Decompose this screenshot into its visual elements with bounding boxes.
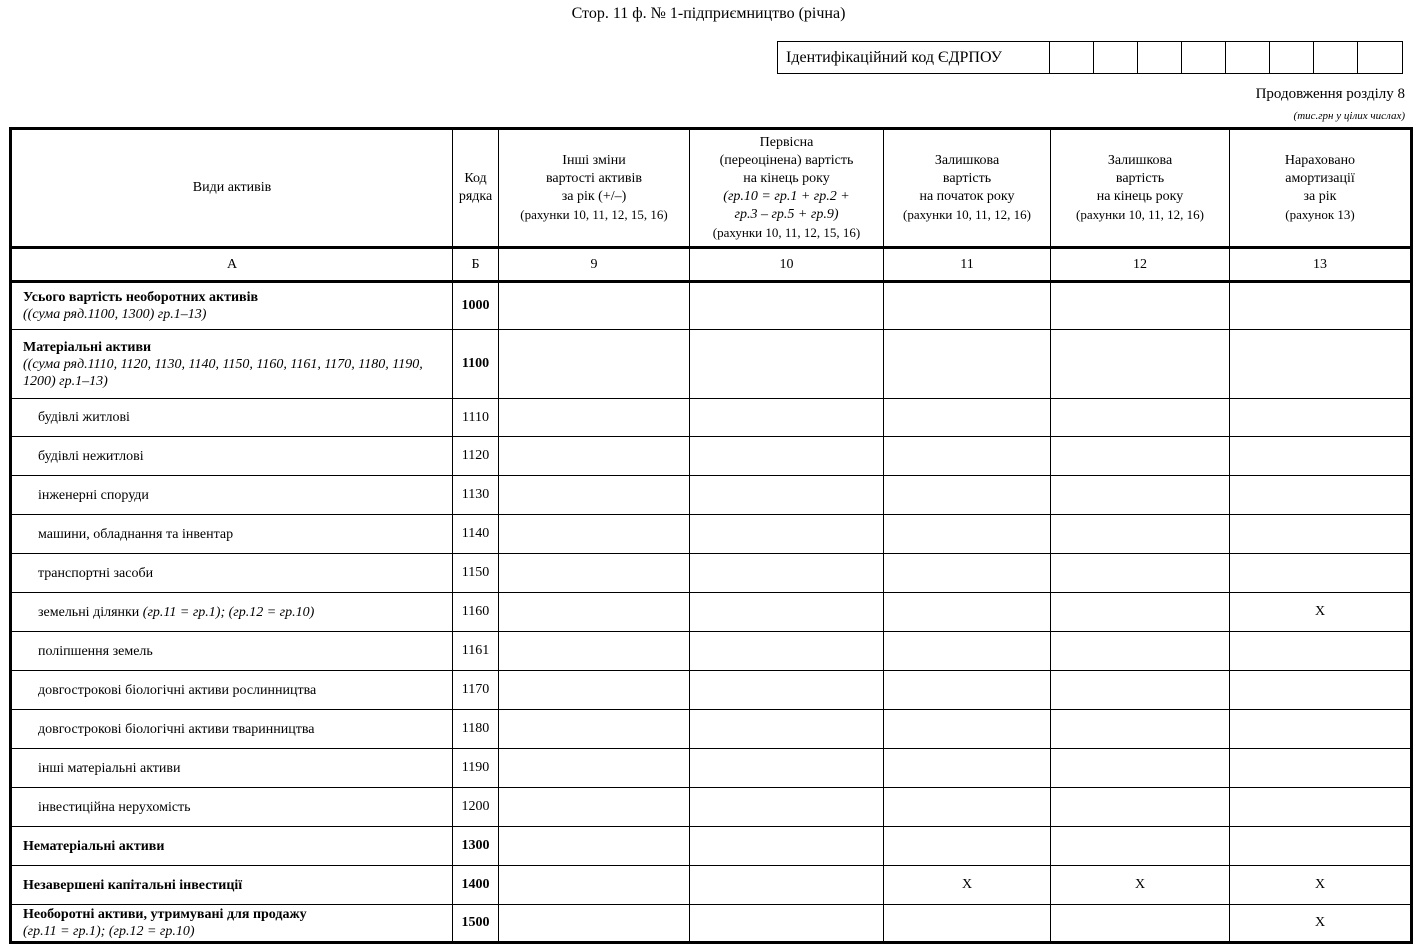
value-input-cell[interactable]: [884, 788, 1051, 827]
value-input-cell[interactable]: [1051, 593, 1230, 632]
units-note: (тис.грн у цілих числах): [1293, 110, 1405, 122]
asset-name: Матеріальні активи: [23, 339, 152, 355]
column-header-12: [1051, 129, 1230, 248]
row-code: 1500: [453, 905, 499, 943]
column-title-line: вартості активів: [545, 170, 642, 186]
asset-name: транспортні засоби: [38, 565, 154, 581]
column-letter: 11: [884, 248, 1051, 282]
asset-formula-note: (гр.11 = гр.1); (гр.12 = гр.10): [142, 604, 315, 620]
table-row: [11, 593, 1412, 632]
column-header-13: [1230, 129, 1412, 248]
asset-name-cell: [11, 476, 453, 515]
row-code: 1100: [453, 330, 499, 399]
not-applicable-cell: X: [884, 866, 1051, 905]
column-title-line: Залишкова: [934, 152, 1000, 168]
asset-name-cell: [11, 515, 453, 554]
value-input-cell[interactable]: [884, 593, 1051, 632]
column-title-line: Первісна: [759, 134, 814, 150]
value-input-cell[interactable]: [1051, 671, 1230, 710]
value-input-cell[interactable]: [499, 593, 690, 632]
column-letter: 10: [690, 248, 884, 282]
asset-name-cell: [11, 905, 453, 943]
value-input-cell[interactable]: [690, 827, 884, 866]
value-input-cell[interactable]: [884, 710, 1051, 749]
value-input-cell[interactable]: [884, 749, 1051, 788]
value-input-cell[interactable]: [690, 515, 884, 554]
table-row: [11, 905, 1412, 943]
asset-name-cell: [11, 749, 453, 788]
value-input-cell[interactable]: [1051, 710, 1230, 749]
value-input-cell[interactable]: [499, 554, 690, 593]
table-row: [11, 437, 1412, 476]
value-input-cell[interactable]: [690, 554, 884, 593]
value-input-cell[interactable]: [690, 437, 884, 476]
assets-table: [9, 127, 1413, 944]
table-row: [11, 710, 1412, 749]
asset-name: земельні ділянки: [38, 604, 143, 620]
column-title-line: (переоцінена) вартість: [719, 152, 854, 168]
row-code: 1170: [453, 671, 499, 710]
table-row: [11, 282, 1412, 330]
column-accounts: (рахунки 10, 11, 12, 15, 16): [712, 224, 861, 240]
table-row: [11, 399, 1412, 437]
column-accounts: (рахунок 13): [1285, 206, 1355, 222]
column-title: Види активів: [192, 180, 272, 195]
value-input-cell[interactable]: [1051, 788, 1230, 827]
asset-name: будівлі житлові: [38, 410, 130, 425]
value-input-cell[interactable]: [1051, 632, 1230, 671]
value-input-cell[interactable]: [499, 788, 690, 827]
edrpou-digit-input[interactable]: [1182, 42, 1226, 73]
value-input-cell[interactable]: [884, 399, 1051, 437]
column-title-line: амортизації: [1285, 170, 1355, 186]
value-input-cell[interactable]: [884, 905, 1051, 943]
table-row: [11, 749, 1412, 788]
column-header-10: [690, 129, 884, 248]
column-accounts: (рахунки 10, 11, 12, 15, 16): [520, 206, 668, 222]
value-input-cell[interactable]: [1051, 749, 1230, 788]
value-input-cell[interactable]: [499, 671, 690, 710]
value-input-cell[interactable]: [499, 437, 690, 476]
not-applicable-cell: X: [1230, 593, 1412, 632]
value-input-cell[interactable]: [1051, 437, 1230, 476]
value-input-cell[interactable]: [1230, 399, 1412, 437]
value-input-cell[interactable]: [690, 710, 884, 749]
column-header-11: [884, 129, 1051, 248]
row-code: 1120: [453, 437, 499, 476]
table-row: [11, 554, 1412, 593]
asset-formula-note: (гр.11 = гр.1); (гр.12 = гр.10): [23, 924, 195, 939]
value-input-cell[interactable]: [499, 710, 690, 749]
column-formula-line: (гр.10 = гр.1 + гр.2 +: [723, 188, 850, 204]
row-code: 1110: [453, 399, 499, 437]
value-input-cell[interactable]: [884, 476, 1051, 515]
value-input-cell[interactable]: [884, 632, 1051, 671]
edrpou-digit-input[interactable]: [1358, 42, 1402, 73]
row-code: 1300: [453, 827, 499, 866]
value-input-cell[interactable]: [1051, 282, 1230, 330]
row-code: 1200: [453, 788, 499, 827]
column-title-line: рядка: [458, 189, 493, 204]
column-letter: 13: [1230, 248, 1412, 282]
column-accounts: (рахунки 10, 11, 12, 16): [1076, 206, 1204, 222]
edrpou-digit-input[interactable]: [1094, 42, 1138, 73]
edrpou-digit-input[interactable]: [1314, 42, 1358, 73]
column-header-9: [499, 129, 690, 248]
column-header-asset-type: [11, 129, 453, 248]
row-code: 1161: [453, 632, 499, 671]
asset-name-cell: [11, 788, 453, 827]
row-code: 1140: [453, 515, 499, 554]
edrpou-digit-input[interactable]: [1050, 42, 1094, 73]
asset-name: інші матеріальні активи: [38, 760, 181, 776]
not-applicable-cell: X: [1230, 905, 1412, 943]
row-code: 1180: [453, 710, 499, 749]
value-input-cell[interactable]: [1051, 515, 1230, 554]
row-code: 1190: [453, 749, 499, 788]
column-title-line: вартість: [942, 170, 992, 186]
not-applicable-cell: X: [1051, 866, 1230, 905]
asset-name-cell: [11, 710, 453, 749]
column-letter-row: [11, 248, 1412, 282]
row-code: 1000: [453, 282, 499, 330]
value-input-cell[interactable]: [499, 827, 690, 866]
value-input-cell[interactable]: [884, 554, 1051, 593]
column-letter: 12: [1051, 248, 1230, 282]
asset-name: інженерні споруди: [38, 487, 149, 503]
row-code: 1160: [453, 593, 499, 632]
column-letter: Б: [453, 248, 499, 282]
column-title-line: на початок року: [919, 188, 1015, 204]
value-input-cell[interactable]: [690, 593, 884, 632]
value-input-cell[interactable]: [1230, 330, 1412, 399]
value-input-cell[interactable]: [499, 476, 690, 515]
asset-name-cell: [11, 554, 453, 593]
edrpou-code-box: [777, 41, 1403, 74]
value-input-cell[interactable]: [1230, 632, 1412, 671]
value-input-cell[interactable]: [1230, 282, 1412, 330]
asset-formula-note: ((сума ряд.1110, 1120, 1130, 1140, 1150, 1160, 1161, 1170, 1180, 1190, 1200) гр.1–13): [23, 356, 423, 389]
value-input-cell[interactable]: [1051, 330, 1230, 399]
table-row: [11, 788, 1412, 827]
asset-name: довгострокові біологічні активи рослинництва: [38, 682, 317, 698]
value-input-cell[interactable]: [884, 671, 1051, 710]
value-input-cell[interactable]: [690, 476, 884, 515]
table-row: [11, 330, 1412, 399]
value-input-cell[interactable]: [499, 749, 690, 788]
row-code: 1150: [453, 554, 499, 593]
asset-name: Необоротні активи, утримувані для продажу: [23, 907, 307, 922]
edrpou-label: Ідентифікаційний код ЄДРПОУ: [778, 42, 1050, 73]
column-title-line: за рік: [1303, 188, 1337, 204]
value-input-cell[interactable]: [884, 827, 1051, 866]
column-title-line: вартість: [1115, 170, 1165, 186]
value-input-cell[interactable]: [1051, 554, 1230, 593]
value-input-cell[interactable]: [499, 515, 690, 554]
value-input-cell[interactable]: [1230, 554, 1412, 593]
table-row: [11, 476, 1412, 515]
table-row: [11, 632, 1412, 671]
page-title: Стор. 11 ф. № 1-підприємництво (річна): [571, 5, 846, 22]
asset-name: Усього вартість необоротних активів: [23, 290, 259, 305]
value-input-cell[interactable]: [499, 632, 690, 671]
table-row: [11, 866, 1412, 905]
table-row: [11, 827, 1412, 866]
value-input-cell[interactable]: [499, 866, 690, 905]
column-title-line: за рік (+/–): [561, 188, 627, 204]
value-input-cell[interactable]: [690, 399, 884, 437]
asset-name-cell: [11, 866, 453, 905]
column-header-row-code: [453, 129, 499, 248]
column-title-line: Нараховано: [1284, 152, 1356, 168]
asset-name: машини, обладнання та інвентар: [38, 526, 234, 542]
value-input-cell[interactable]: [884, 330, 1051, 399]
value-input-cell[interactable]: [1230, 710, 1412, 749]
asset-name-cell: [11, 632, 453, 671]
asset-name-cell: [11, 399, 453, 437]
column-formula-line: гр.3 – гр.5 + гр.9): [734, 206, 839, 222]
value-input-cell[interactable]: [690, 866, 884, 905]
value-input-cell[interactable]: [1230, 671, 1412, 710]
column-accounts: (рахунки 10, 11, 12, 16): [903, 206, 1031, 222]
value-input-cell[interactable]: [1230, 476, 1412, 515]
column-title-line: Інші зміни: [562, 152, 626, 168]
value-input-cell[interactable]: [884, 282, 1051, 330]
asset-name: інвестиційна нерухомість: [38, 799, 191, 815]
value-input-cell[interactable]: [499, 282, 690, 330]
not-applicable-cell: X: [1230, 866, 1412, 905]
value-input-cell[interactable]: [690, 632, 884, 671]
edrpou-digit-input[interactable]: [1138, 42, 1182, 73]
value-input-cell[interactable]: [1230, 788, 1412, 827]
column-title-line: на кінець року: [743, 170, 830, 186]
row-code: 1400: [453, 866, 499, 905]
column-title-line: Залишкова: [1107, 152, 1173, 168]
value-input-cell[interactable]: [1230, 437, 1412, 476]
asset-name: будівлі нежитлові: [38, 448, 144, 464]
value-input-cell[interactable]: [690, 671, 884, 710]
value-input-cell[interactable]: [690, 905, 884, 943]
value-input-cell[interactable]: [499, 330, 690, 399]
column-letter: А: [11, 248, 453, 282]
asset-name-cell: [11, 827, 453, 866]
column-title-line: Код: [464, 171, 487, 186]
asset-name: довгострокові біологічні активи тваринництва: [38, 721, 315, 737]
section-continuation: Продовження розділу 8: [1255, 86, 1405, 102]
table-row: [11, 515, 1412, 554]
value-input-cell[interactable]: [1230, 515, 1412, 554]
asset-name-cell: [11, 330, 453, 399]
value-input-cell[interactable]: [1051, 905, 1230, 943]
asset-formula-note: ((сума ряд.1100, 1300) гр.1–13): [23, 307, 207, 322]
asset-name-cell: [11, 437, 453, 476]
value-input-cell[interactable]: [1230, 749, 1412, 788]
value-input-cell[interactable]: [1230, 827, 1412, 866]
value-input-cell[interactable]: [690, 330, 884, 399]
column-title-line: на кінець року: [1096, 188, 1184, 204]
value-input-cell[interactable]: [499, 399, 690, 437]
value-input-cell[interactable]: [1051, 399, 1230, 437]
row-code: 1130: [453, 476, 499, 515]
value-input-cell[interactable]: [1051, 827, 1230, 866]
edrpou-digit-input[interactable]: [1270, 42, 1314, 73]
asset-name-cell: [11, 593, 453, 632]
value-input-cell[interactable]: [690, 788, 884, 827]
value-input-cell[interactable]: [690, 749, 884, 788]
value-input-cell[interactable]: [499, 905, 690, 943]
table-row: [11, 671, 1412, 710]
edrpou-digit-input[interactable]: [1226, 42, 1270, 73]
column-header-row: [11, 129, 1412, 248]
value-input-cell[interactable]: [884, 437, 1051, 476]
column-letter: 9: [499, 248, 690, 282]
asset-name: Незавершені капітальні інвестиції: [23, 877, 243, 893]
asset-name-cell: [11, 282, 453, 330]
value-input-cell[interactable]: [690, 282, 884, 330]
value-input-cell[interactable]: [1051, 476, 1230, 515]
value-input-cell[interactable]: [884, 515, 1051, 554]
asset-name: Нематеріальні активи: [23, 838, 165, 854]
asset-name: поліпшення земель: [38, 643, 153, 659]
asset-name-cell: [11, 671, 453, 710]
